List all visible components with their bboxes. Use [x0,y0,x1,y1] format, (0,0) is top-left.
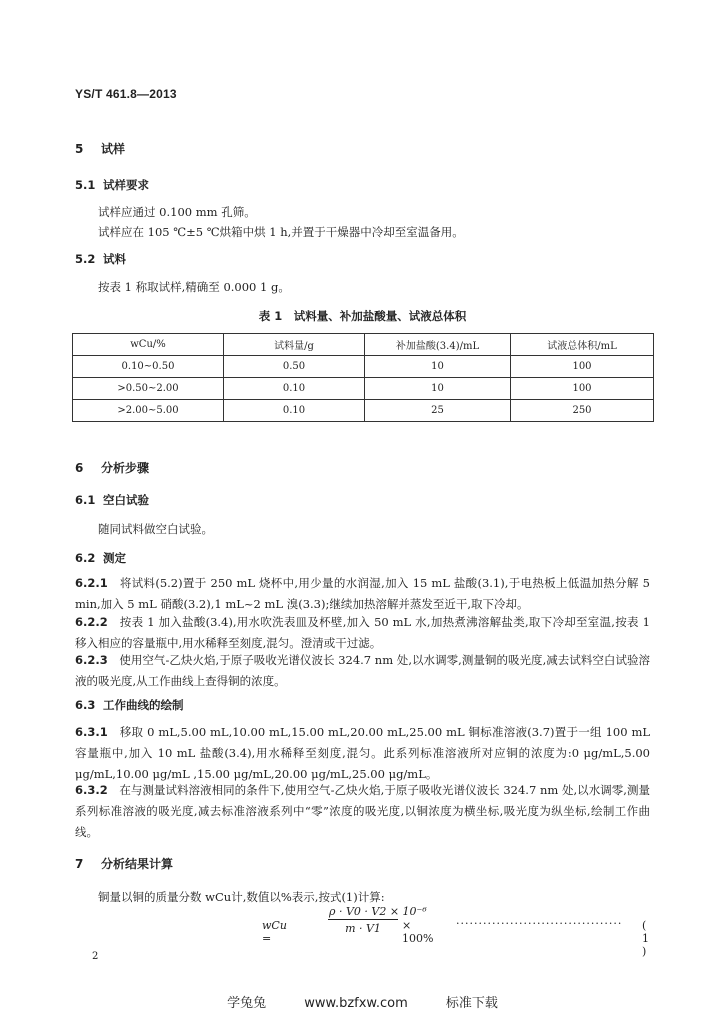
table-header-row [73,334,654,356]
clause-text: 在与测量试料溶液相同的条件下,使用空气-乙炔火焰,于原子吸收光谱仪波长 324.7 nm 处,以水调零,测量系列标准溶液的吸光度,减去标准溶液系列中“零”浓度的吸光度,以铜浓度为横坐标,吸光度为纵坐标,绘制工作曲线。 [75,783,651,839]
section-6-3-heading [75,697,184,713]
table-header: 试料量/g [224,334,365,356]
table-cell: >0.50~2.00 [73,378,224,400]
section-number: 5.1 [75,178,96,192]
table-cell: 0.10 [224,378,365,400]
section-title: 工作曲线的绘制 [103,698,184,712]
section-title: 分析步骤 [101,461,150,475]
table-cell: 10 [365,378,511,400]
table-cell: 10 [365,356,511,378]
section-5-2-heading [75,251,126,267]
table-cell: 0.50 [224,356,365,378]
table-cell: 0.10~0.50 [73,356,224,378]
clause-text: 将试料(5.2)置于 250 mL 烧杯中,用少量的水润湿,加入 15 mL 盐酸(3.1),于电热板上低温加热分解 5 min,加入 5 mL 硝酸(3.2),1 mL~2 mL 溴(3.3);继续加热溶解并蒸发至近干,取下冷却。 [75,576,650,611]
footer-slogan: 标准下载 [445,996,498,1011]
section-title: 试样要求 [103,178,149,192]
table-cell: 250 [511,400,654,422]
section-number: 6 [75,461,84,475]
table-header: 试液总体积/mL [511,334,654,356]
section-number: 6.2 [75,551,96,565]
section-6-1-heading [75,492,149,508]
section-7-heading [75,855,173,872]
paragraph-6-2-3 [75,650,650,692]
clause-text: 使用空气-乙炔火焰,于原子吸收光谱仪波长 324.7 nm 处,以水调零,测量铜的吸光度,减去试料空白试验溶液的吸光度,从工作曲线上查得铜的浓度。 [75,653,651,688]
section-title: 分析结果计算 [101,857,174,871]
equation-number: ( 1 ) [642,919,649,958]
clause-text: 按表 1 加入盐酸(3.4),用水吹洗表皿及杯壁,加入 50 mL 水,加热煮沸溶解盐类,取下冷却至室温,按表 1 移入相应的容量瓶中,用水稀释至刻度,混匀。澄清或干过滤。 [75,615,651,650]
formula-numerator: ρ · V0 · V2 × 10⁻⁶ [329,905,427,918]
clause-text: 移取 0 mL,5.00 mL,10.00 mL,15.00 mL,20.00 mL,25.00 mL 铜标准溶液(3.7)置于一组 100 mL容量瓶中,加入 10 mL 盐酸(3.4),用水稀释至刻度,混匀。此系列标准溶液所对应铜的浓度为:0 μg/mL,5.00 μg/mL,10.00 μg/mL ,15.00 μg/mL,20.00 μg/mL,25.00 μg/mL。 [75,725,650,781]
sample-requirement-line-2: 试样应在 105 ℃±5 ℃烘箱中烘 1 h,并置于干燥器中冷却至室温备用。 [98,225,464,239]
calculation-intro: 铜量以铜的质量分数 wCu计,数值以%表示,按式(1)计算: [98,890,385,904]
section-number: 6.3 [75,698,96,712]
section-title: 试料 [103,252,126,266]
section-number: 6.1 [75,493,96,507]
footer-site-name: 学兔兔 [227,996,267,1011]
section-number: 5.2 [75,252,96,266]
clause-number: 6.2.2 [75,615,108,629]
paragraph-6-3-1 [75,722,650,785]
standard-code: YS/T 461.8—2013 [75,87,177,101]
table-cell: 25 [365,400,511,422]
page-number: 2 [92,951,99,962]
clause-number: 6.3.1 [75,725,108,739]
clause-number: 6.2.3 [75,653,108,667]
section-title: 测定 [103,551,126,565]
table-row [73,378,654,400]
section-6-2-heading [75,550,126,566]
paragraph-6-2-1 [75,573,650,615]
blank-test-text: 随同试料做空白试验。 [98,522,213,536]
table-caption: 表 1 试料量、补加盐酸量、试液总体积 [258,309,467,323]
section-number: 7 [75,857,84,871]
table-header: wCu/% [73,334,224,356]
section-title: 试样 [101,142,126,156]
section-title: 空白试验 [103,493,149,507]
paragraph-6-2-2 [75,612,650,654]
table-row [73,400,654,422]
formula-lhs: wCu = [262,919,287,945]
formula-multiplier: × 100% [402,919,434,945]
table-cell: 100 [511,356,654,378]
section-5-1-heading [75,177,149,193]
table-cell: >2.00~5.00 [73,400,224,422]
formula-denominator: m · V1 [345,922,381,935]
sample-table [72,333,654,422]
clause-number: 6.3.2 [75,783,108,797]
table-row [73,356,654,378]
formula-fraction [328,905,427,935]
footer-url[interactable]: www.bzfxw.com [304,996,408,1011]
sample-weighing-text: 按表 1 称取试样,精确至 0.000 1 g。 [98,280,290,294]
sample-requirement-line-1: 试样应通过 0.100 mm 孔筛。 [98,205,256,219]
footer-watermark [0,992,725,1011]
table-header: 补加盐酸(3.4)/mL [365,334,511,356]
table-cell: 0.10 [224,400,365,422]
paragraph-6-3-2 [75,780,650,843]
table-cell: 100 [511,378,654,400]
section-6-heading [75,459,149,476]
section-number: 5 [75,142,84,156]
clause-number: 6.2.1 [75,576,108,590]
section-5-heading [75,140,125,157]
formula-leader-dots: ····································· [456,917,623,930]
